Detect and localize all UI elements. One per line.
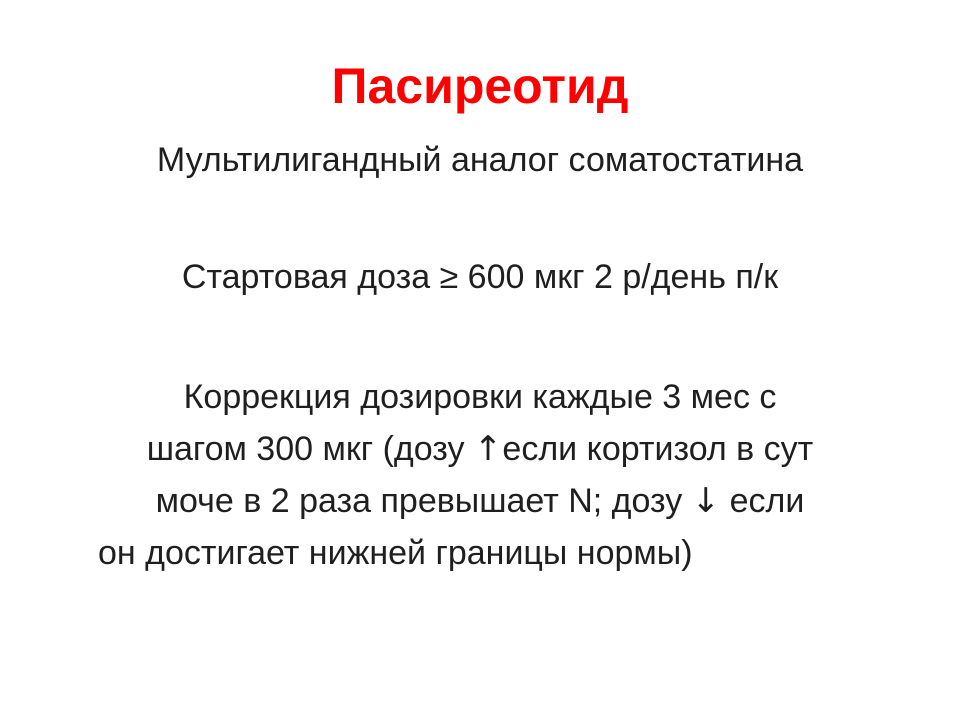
correction-line-3	[0, 475, 960, 527]
starting-dose-text: Стартовая доза ≥ 600 мкг 2 р/день п/к	[181, 258, 779, 296]
correction-line-4: он достигает нижней границы нормы)	[98, 534, 693, 572]
correction-line-3-start: моче в 2 раза превышает N; дозу	[155, 482, 692, 520]
subtitle-text: Мультилигандный аналог соматостатина	[156, 141, 804, 179]
dose-correction-paragraph	[0, 371, 960, 579]
correction-line-2	[0, 423, 960, 475]
down-arrow-icon: ↓	[691, 481, 721, 521]
correction-line-3-end: если	[720, 482, 805, 520]
correction-line-1: Коррекция дозировки каждые 3 мес с	[183, 378, 777, 416]
up-arrow-icon: ↑	[473, 429, 503, 469]
correction-line-2-end: если кортизол в сут	[502, 430, 814, 468]
correction-line-2-start: шагом 300 мкг (дозу	[146, 430, 474, 468]
slide-title: Пасиреотид	[331, 58, 629, 114]
